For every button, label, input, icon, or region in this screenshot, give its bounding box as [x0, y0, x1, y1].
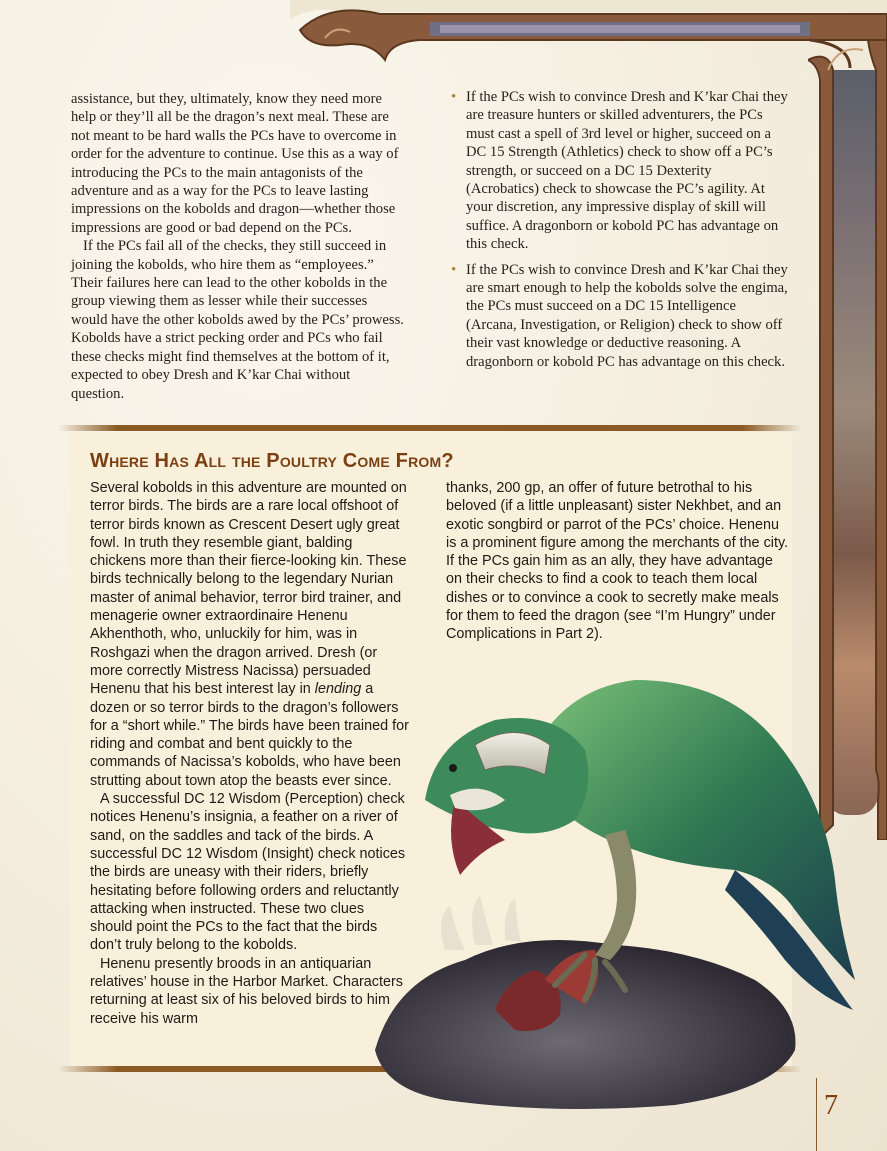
terror-bird-illustration	[355, 650, 887, 1110]
list-item: • If the PCs wish to convince Dresh and K’kar Chai they are treasure hunters or skilled adventurers, the PCs must cast a spell of 3rd level or higher, succeed on a DC 15 Strength (Athletics) check to show off a PC’s strength, or succeed on a DC 15 Dexterity (Acrobatics) check to showcase the PC’s agility. At your discretion, any impressive display of skill will suffice. A dragonborn or kobold PC has advantage on this check.	[448, 88, 788, 254]
text-run: Several kobolds in this adventure are mounted on terror birds. The birds are a rare local offshoot of terror birds known as Crescent Desert ugly great fowl. In truth they resemble giant, balding chickens more than their fierce-looking kin. These birds technically belong to the legendary Nurian master of animal behavior, terror bird trainer, and menagerie owner extraordinaire Henenu Akhenthoth, who, unluckily for him, was in Roshgazi when the dragon arrived. Dresh (or more correctly Mistress Nacissa) persuaded Henenu that his best interest lay in	[90, 480, 407, 698]
text-run: a dozen or so terror birds to the dragon’s followers for a “short while.” The birds have been trained for riding and combat and bent quickly to the commands of Nacissa’s kobolds, who have been strutting about town atop the beasts ever since.	[90, 681, 409, 789]
body-column-left	[71, 90, 406, 403]
sidebar-top-rule	[58, 425, 802, 431]
sidebar-paragraph: Henenu presently broods in an antiquarian relatives’ house in the Harbor Market. Characters returning at least six of his beloved birds to him receive his warm	[90, 955, 403, 1027]
decorative-frame-top	[290, 0, 887, 68]
sidebar-paragraph: A successful DC 12 Wisdom (Perception) check notices Henenu’s insignia, a feather on a river of sand, on the saddles and tack of the birds. A successful DC 12 Wisdom (Insight) check notices the birds are uneasy with their riders, briefly hesitating before following orders and reluctantly attacking when instructed. These two clues should point the PCs to the fact that the birds don’t truly belong to the kobolds.	[90, 791, 406, 954]
emphasis-text: lending	[314, 681, 362, 698]
body-column-right	[448, 88, 788, 378]
check-options-list	[448, 88, 788, 371]
sidebar-title: Where Has All the Poultry Come From?	[90, 450, 454, 472]
body-paragraph: assistance, but they, ultimately, know they need more help or they’ll all be the dragon’s next meal. These are not meant to be hard walls the PCs have to overcome in order for the adventure to continue. Use this as a way of introducing the PCs to the main antagonists of the adventure and as a way for the PCs to leave lasting impressions on the kobolds and dragon—whether those impressions are good or bad depend on the PCs.	[71, 91, 399, 236]
page-number: 7	[824, 1090, 838, 1121]
list-item: • If the PCs wish to convince Dresh and K’kar Chai they are smart enough to help the kobolds solve the engima, the PCs must succeed on a DC 15 Intelligence (Arcana, Investigation, or Religion) check to show off their vast knowledge or deductive reasoning. A dragonborn or kobold PC has advantage on this check.	[448, 261, 788, 371]
sidebar-paragraph: thanks, 200 gp, an offer of future betrothal to his beloved (if a little unpleasant) sister Nekhbet, and an exotic songbird or parrot of the PCs’ choice. Henenu is a prominent figure among the merchants of the city. If the PCs gain him as an ally, they have advantage on their checks to find a cook to teach them local dishes or to convince a cook to secretly make meals for them to feed the dragon (see “I’m Hungry” under Complications in Part 2).	[446, 480, 789, 643]
body-paragraph: If the PCs fail all of the checks, they still succeed in joining the kobolds, who hire them as “employees.” Their failures here can lead to the other kobolds in the group viewing them as lesser while their successes would have the other kobolds awed by the PCs’ prowess. Kobolds have a strict pecking order and PCs who fail these checks might find themselves at the bottom of it, expected to obey Dresh and K’kar Chai without question.	[71, 238, 404, 402]
page-number-rule	[816, 1078, 817, 1151]
sidebar-column-right	[446, 479, 792, 644]
